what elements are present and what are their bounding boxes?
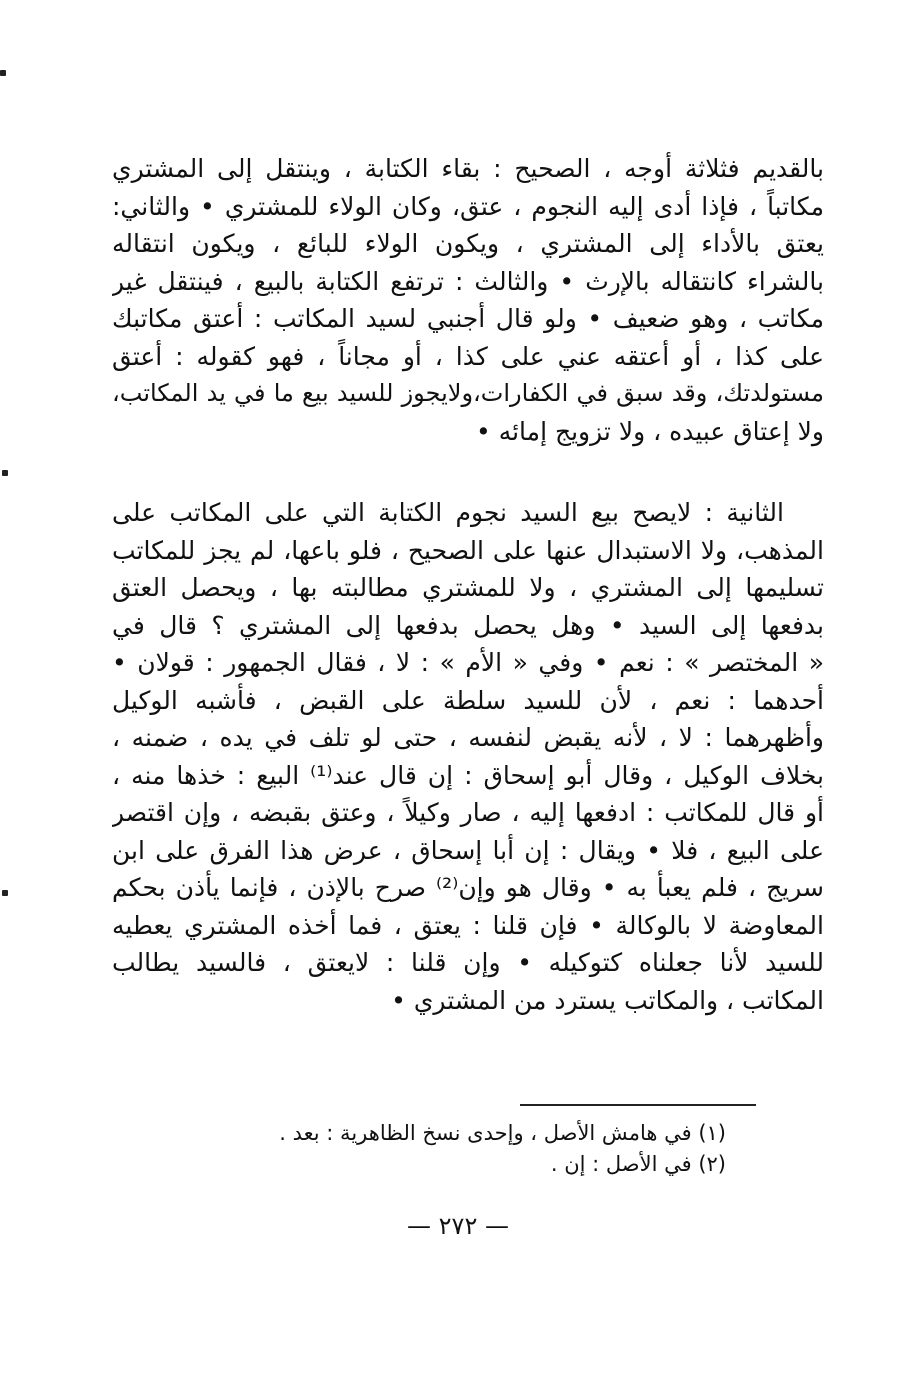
text-line: وأظهرهما : لا ، لأنه يقبض لنفسه ، حتى لو تلف في يده ، ضمنه ، [112,723,824,752]
text-line: المعاوضة لا بالوكالة • فإن قلنا : يعتق ، فما أخذه المشتري يعطيه [112,910,824,940]
margin-mark-top [0,70,6,76]
margin-mark-middle [2,470,8,476]
text-line: المكاتب ، والمكاتب يسترد من المشتري • [391,985,824,1015]
text-line: مكاتباً ، فإذا أدى إليه النجوم ، عتق، وكان الولاء للمشتري • والثاني: [112,191,824,221]
text-line: بالشراء كانتقاله بالإرث • والثالث : ترتفع الكتابة بالبيع ، فينتقل غير [112,266,824,296]
page-number: — ٢٧٢ — [407,1212,509,1240]
text-line: مكاتب ، وهو ضعيف • ولو قال أجنبي لسيد المكاتب : أعتق مكاتبك [112,304,824,333]
text-line: بدفعها إلى السيد • وهل يحصل بدفعها إلى المشتري ؟ قال في [112,610,824,640]
text-line: « المختصر » : نعم • وفي « الأم » : لا ، فقال الجمهور : قولان • [112,648,824,677]
text-line: أو قال للمكاتب : ادفعها إليه ، صار وكيلاً ، وعتق بقبضه ، وإن اقتصر [112,798,824,827]
footnotes [200,1118,726,1180]
footnote-divider [520,1104,756,1106]
text-line: مستولدتك، وقد سبق في الكفارات،ولايجوز للسيد بيع ما في يد المكاتب، [112,379,824,407]
text-line: بخلاف الوكيل ، وقال أبو إسحاق : إن قال عند⁽¹⁾ البيع : خذها منه ، [112,760,824,790]
text-line: للسيد لأنا جعلناه كتوكيله • وإن قلنا : لايعتق ، فالسيد يطالب [112,948,824,977]
text-line: ولا إعتاق عبيده ، ولا تزويج إمائه • [476,416,824,446]
footnote-1: (١) في هامش الأصل ، وإحدى نسخ الظاهرية : بعد . [279,1121,726,1145]
paragraph-2 [112,494,824,1019]
footnote-2: (٢) في الأصل : إن . [550,1152,726,1176]
margin-mark-lower [2,890,8,896]
text-line: الثانية : لايصح بيع السيد نجوم الكتابة التي على المكاتب على [112,498,784,527]
text-line: يعتق بالأداء إلى المشتري ، ويكون الولاء للبائع ، ويكون انتقاله [112,229,824,258]
text-line: تسليمها إلى المشتري ، ولا للمشتري مطالبته بها ، ويحصل العتق [112,573,824,602]
text-line: المذهب، ولا الاستبدال عنها على الصحيح ، فلو باعها، لم يجز للمكاتب [112,535,824,565]
text-line: سريج ، فلم يعبأ به • وقال هو وإن⁽²⁾ صرح بالإذن ، فإنما يأذن بحكم [112,873,824,902]
text-line: على كذا ، أو أعتقه عني على كذا ، أو مجاناً ، فهو كقوله : أعتق [112,341,824,371]
text-line: أحدهما : نعم ، لأن للسيد سلطة على القبض ، فأشبه الوكيل [112,685,824,715]
paragraph-1 [112,150,824,450]
text-line: بالقديم فثلاثة أوجه ، الصحيح : بقاء الكتابة ، وينتقل إلى المشتري [112,154,824,183]
text-line: على البيع ، فلا • ويقال : إن أبا إسحاق ، عرض هذا الفرق على ابن [112,835,824,865]
